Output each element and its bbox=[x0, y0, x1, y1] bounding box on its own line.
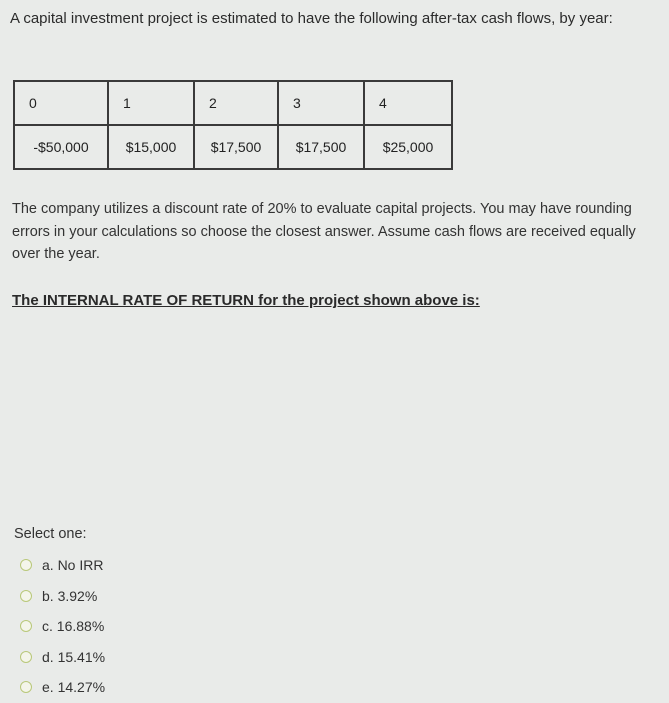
radio-button-icon[interactable] bbox=[20, 620, 32, 632]
option-label: e. 14.27% bbox=[42, 679, 106, 696]
option-label: c. 16.88% bbox=[42, 618, 105, 635]
amount-cell: $17,500 bbox=[194, 125, 278, 169]
year-cell: 0 bbox=[14, 81, 108, 125]
answer-options bbox=[20, 550, 105, 703]
option-d[interactable] bbox=[20, 642, 105, 673]
amount-cell: $15,000 bbox=[108, 125, 194, 169]
table-row-amounts bbox=[14, 125, 452, 169]
radio-button-icon[interactable] bbox=[20, 559, 32, 571]
radio-button-icon[interactable] bbox=[20, 651, 32, 663]
problem-description: The company utilizes a discount rate of 20% to evaluate capital projects. You may have rounding errors in your calculations so choose the closest answer. Assume cash flows are received equally over the year. bbox=[12, 201, 636, 262]
amount-cell: $17,500 bbox=[278, 125, 364, 169]
select-one-label: Select one: bbox=[14, 526, 87, 542]
amount-cell: $25,000 bbox=[364, 125, 452, 169]
cash-flow-table bbox=[13, 80, 453, 170]
radio-button-icon[interactable] bbox=[20, 681, 32, 693]
year-cell: 4 bbox=[364, 81, 452, 125]
radio-button-icon[interactable] bbox=[20, 590, 32, 602]
option-e[interactable] bbox=[20, 672, 105, 703]
option-label: b. 3.92% bbox=[42, 587, 98, 604]
option-label: d. 15.41% bbox=[42, 648, 106, 665]
option-b[interactable] bbox=[20, 581, 105, 612]
intro-text: A capital investment project is estimated to have the following after-tax cash flows, by year: bbox=[10, 10, 613, 27]
table-row-years bbox=[14, 81, 452, 125]
option-a[interactable] bbox=[20, 550, 105, 581]
year-cell: 1 bbox=[108, 81, 194, 125]
option-label: a. No IRR bbox=[42, 557, 104, 574]
amount-cell: -$50,000 bbox=[14, 125, 108, 169]
year-cell: 2 bbox=[194, 81, 278, 125]
question-text: The INTERNAL RATE OF RETURN for the project shown above is: bbox=[12, 292, 480, 309]
year-cell: 3 bbox=[278, 81, 364, 125]
option-c[interactable] bbox=[20, 611, 105, 642]
